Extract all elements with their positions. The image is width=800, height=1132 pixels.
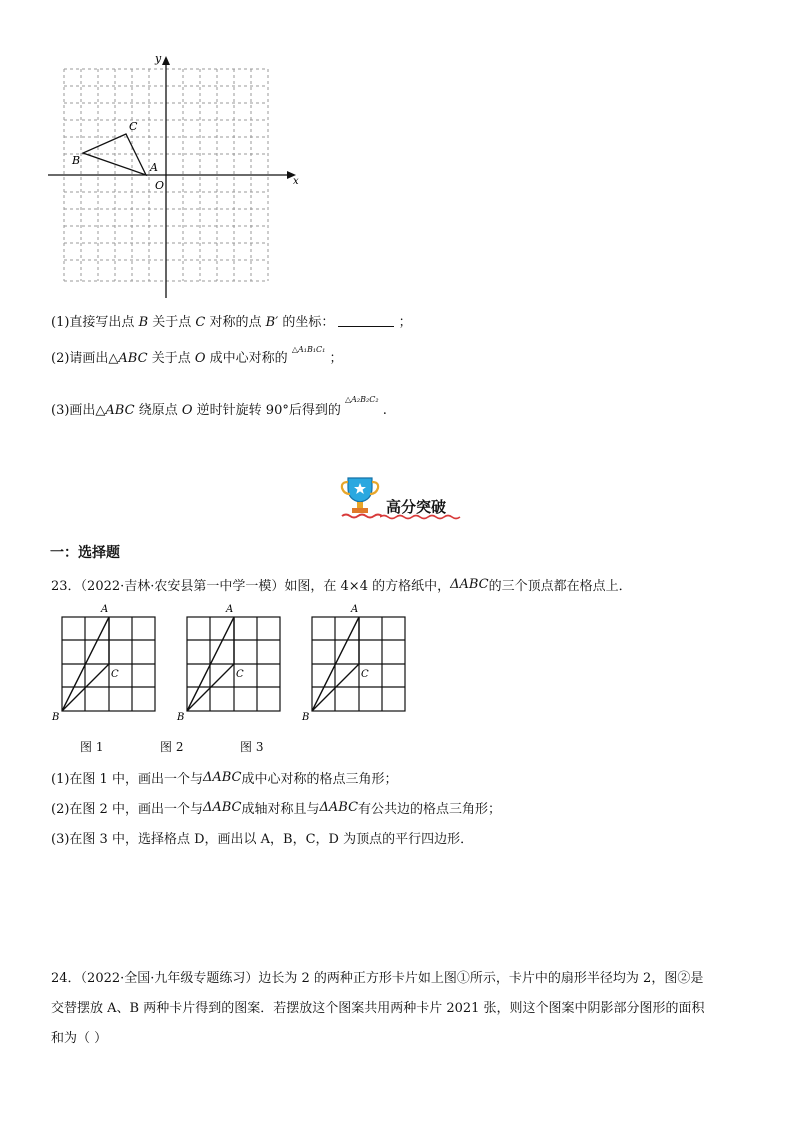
figure-caption-3: 图 3	[240, 740, 264, 754]
q23-fig1-label-b: B	[52, 712, 60, 722]
q22-part3-post: 逆时针旋转 90°后得到的	[196, 403, 341, 418]
q22-part1-post: 的坐标：	[282, 315, 335, 330]
q22-part2-o: O	[194, 351, 206, 366]
q22-part2-abc: ABC	[118, 351, 148, 366]
q23-part2-tri2: ΔABC	[319, 800, 359, 815]
q22-part2-pre: (2)请画出△	[51, 351, 119, 366]
point-label-a: A	[150, 161, 158, 174]
q22-part3-pre: (3)画出△	[51, 403, 106, 418]
q22-part1-mid2: 对称的点	[209, 315, 262, 330]
point-label-o: O	[155, 179, 165, 192]
q22-point-bprime: B′	[265, 315, 279, 330]
x-axis-label: x	[293, 176, 299, 187]
q22-triangle-a2b2c2: △A₂B₂C₂	[345, 395, 379, 404]
q23-triangle: ΔABC	[450, 577, 489, 592]
q22-part3-end: .	[382, 403, 387, 418]
q22-part3-o: O	[181, 403, 193, 418]
q23-part2-tri: ΔABC	[202, 800, 242, 815]
q22-part3-mid: 绕原点	[138, 403, 178, 418]
q22-point-b: B	[138, 315, 149, 330]
q22-part1	[51, 311, 412, 330]
q22-part1-mid: 关于点	[152, 315, 192, 330]
q22-point-c: C	[195, 315, 206, 330]
q23-part1-post: 成中心对称的格点三角形；	[241, 772, 398, 787]
section-banner	[340, 474, 465, 520]
y-axis-arrow	[162, 56, 170, 65]
answer-blank[interactable]	[338, 314, 394, 327]
q22-part2-end: ；	[329, 351, 343, 366]
q23-part2-mid: 成轴对称且与	[241, 802, 320, 817]
q23-fig3-label-b: B	[302, 712, 310, 722]
q23-stem-end: 的三个顶点都在格点上．	[488, 579, 632, 594]
q24-line-1: 24．（2022·全国·九年级专题练习）边长为 2 的两种正方形卡片如上图①所示，卡片中的扇形半径均为 2，图②是	[51, 971, 704, 986]
y-axis-label: y	[155, 52, 162, 65]
q23-fig1-label-c: C	[111, 669, 119, 680]
q23-fig2-label-b: B	[177, 712, 185, 722]
q22-part3-abc: ABC	[105, 403, 135, 418]
q22-part1-pre: (1)直接写出点	[51, 315, 135, 330]
q23-fig3-label-a: A	[351, 604, 359, 615]
q23-number: 23．	[51, 579, 81, 594]
q23-part2-pre: (2)在图 2 中，画出一个与	[51, 802, 203, 817]
q23-figure-1	[50, 600, 160, 722]
q23-part1-pre: (1)在图 1 中，画出一个与	[51, 772, 203, 787]
q22-part1-end: ；	[398, 315, 412, 330]
q23-source: （2022·吉林·农安县第一中学一模）如图，在 4×4 的方格纸中，	[80, 579, 451, 594]
point-label-b: B	[72, 154, 81, 167]
q23-fig2-label-c: C	[236, 669, 244, 680]
trophy-icon	[340, 474, 384, 520]
q24-line-3: 和为（ ）	[51, 1031, 108, 1046]
q22-part2-mid: 关于点	[151, 351, 191, 366]
point-label-c: C	[129, 120, 138, 133]
q23-stem	[51, 575, 632, 594]
q23-fig1-label-a: A	[101, 604, 109, 615]
q22-part3	[51, 395, 387, 418]
q23-figure-2	[175, 600, 285, 722]
q23-part1	[51, 768, 398, 787]
section-title: 一：选择题	[50, 545, 120, 561]
q22-part2	[51, 347, 343, 366]
banner-title: 高分突破	[386, 498, 447, 516]
coordinate-grid-figure	[40, 48, 310, 303]
q23-figure-3	[300, 600, 410, 722]
figure-caption-1: 图 1	[80, 740, 104, 754]
q23-fig2-label-a: A	[226, 604, 234, 615]
figure-caption-2: 图 2	[160, 740, 184, 754]
q23-part2-post: 有公共边的格点三角形；	[358, 802, 502, 817]
q24-text	[51, 966, 771, 1052]
q23-part2	[51, 798, 501, 817]
banner-underline	[380, 514, 464, 520]
q22-triangle-a1b1c1: △A₁B₁C₁	[291, 345, 326, 354]
q23-fig3-label-c: C	[361, 669, 369, 680]
q23-part3: (3)在图 3 中，选择格点 D，画出以 A，B，C，D 为顶点的平行四边形．	[51, 832, 474, 847]
q23-part1-tri: ΔABC	[202, 770, 242, 785]
q22-part2-post: 成中心对称的	[209, 351, 288, 366]
q24-line-2: 交替摆放 A、B 两种卡片得到的图案．若摆放这个图案共用两种卡片 2021 张，则这个图案中阴影部分图形的面积	[51, 1001, 705, 1016]
